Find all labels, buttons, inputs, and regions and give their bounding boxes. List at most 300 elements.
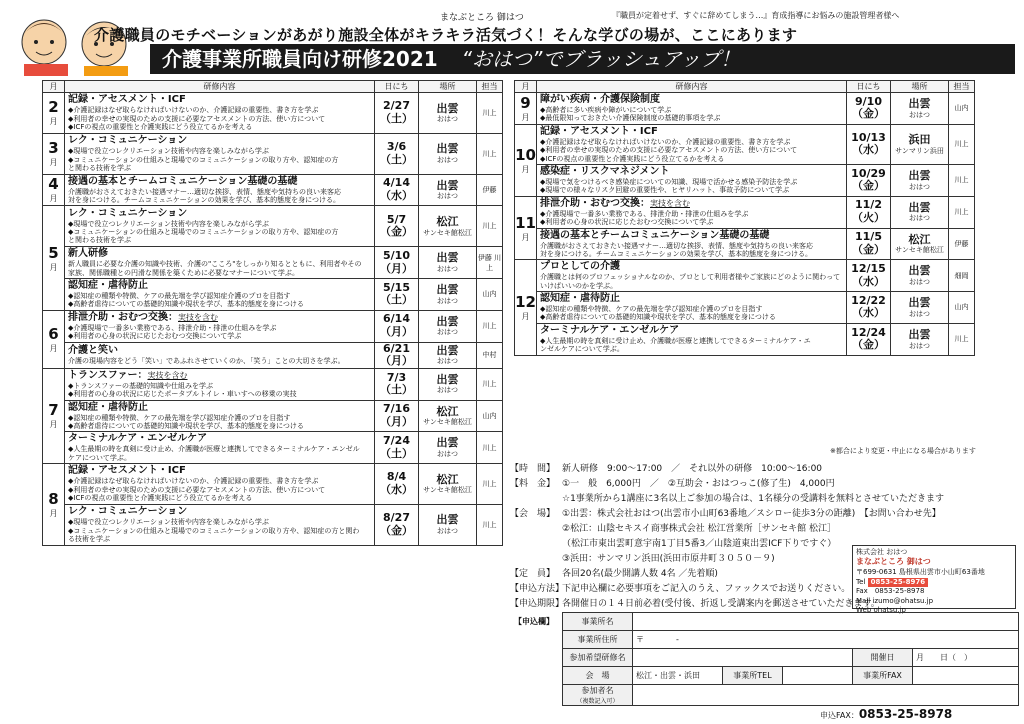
course-desc-line: ◆ICFの視点の重要性と介護実践にどう役立てるかを考える: [68, 494, 253, 503]
place-cell: [419, 342, 477, 368]
date-cell: [847, 196, 891, 228]
date-cell: [375, 206, 419, 247]
course-title-text: 認知症・虐待防止: [68, 279, 148, 291]
course-title: [540, 166, 843, 178]
place-cell: [419, 93, 477, 134]
place-city: 出雲: [436, 283, 459, 296]
col-content: 研修内容: [65, 81, 375, 93]
place-city: 浜田: [908, 133, 931, 147]
table-row: [43, 93, 503, 134]
course-content: [537, 323, 847, 355]
month-unit: 月: [49, 194, 58, 204]
date-cell: [375, 174, 419, 206]
course-title: [540, 126, 843, 138]
place-city: 出雲: [908, 296, 931, 310]
course-content: [65, 464, 375, 505]
venue-label: 会 場: [563, 667, 633, 685]
month-cell: [43, 133, 65, 174]
course-desc-line: ◆人生最期の時を真剣に受け止め、介護職が医療と連携してできるターミナルケア・エ: [540, 336, 811, 345]
staff-cell: 山内: [477, 278, 503, 310]
course-title: [68, 208, 371, 220]
course-date: 5/15: [383, 280, 410, 294]
office-address-label: 事業所住所: [563, 631, 633, 649]
table-row: [43, 247, 503, 279]
course-date: 7/24: [383, 434, 410, 448]
place-cell: [419, 133, 477, 174]
course-desc-line: ◆高齢者虐待についての基礎的知識や現状を学び、基本的態度を身につける: [68, 421, 304, 430]
place-cell: [891, 196, 949, 228]
course-title: [540, 94, 843, 106]
course-desc-line: と関わる技術を学ぶ: [68, 163, 131, 172]
table-header-row: [43, 81, 503, 93]
table-row: [43, 432, 503, 464]
course-title-text: 認知症・虐待防止: [540, 293, 620, 305]
place-city: 出雲: [436, 251, 459, 265]
place-city: 出雲: [908, 327, 931, 341]
course-title-text: 接遇の基本とチームコミュニケーション基礎の基礎: [540, 229, 770, 241]
contact-name: まなぶところ 御はつ: [856, 557, 931, 567]
info-row: [510, 522, 1018, 537]
staff-cell: 川上: [477, 432, 503, 464]
course-content: [65, 504, 375, 545]
course-title: [540, 293, 843, 305]
course-weekday: （土）: [380, 293, 413, 307]
course-title: [540, 198, 843, 210]
place-venue: サンセキ館松江: [423, 228, 472, 237]
place-cell: [419, 432, 477, 464]
course-content: [65, 93, 375, 134]
col-content: 研修内容: [537, 81, 847, 93]
staff-cell: 川上: [477, 368, 503, 400]
staff-cell: 山内: [477, 400, 503, 432]
place-venue: おはつ: [909, 341, 930, 350]
date-cell: [375, 342, 419, 368]
course-desc-line: 介護の現場内容をどう「笑い」であふれさせていくのか、「笑う」ことの大切さを学ぶ。: [68, 356, 345, 365]
place-venue: サンセキ館松江: [895, 246, 944, 255]
course-weekday: （月）: [380, 414, 413, 428]
col-place: 場所: [891, 81, 949, 93]
info-value: 新人研修 9:00～17:00 ／ それ以外の研修 10:00～16:00: [562, 464, 823, 474]
course-desc-line: 家族、関係職種との円滑な関係を築くために必要なマナーについて学ぶ。: [68, 268, 299, 277]
participant-label-sub: （複数記入可）: [576, 698, 619, 705]
month-cell: [515, 93, 537, 125]
date-cell: [847, 260, 891, 292]
course-desc-line: ◆現場で役立つレクリエーション技術や内容を楽しみながら学ぶ: [68, 518, 269, 527]
date-cell: [375, 368, 419, 400]
date-cell: [847, 292, 891, 324]
place-city: 出雲: [436, 178, 459, 192]
course-desc-line: 介護職とは何のプロフェッショナルなのか、プロとして利用者様やご家族にどのように関わって: [540, 273, 841, 282]
course-content: [65, 342, 375, 368]
course-desc-line: ◆利用者の幸せの実現のための支援に必要なアセスメントの方法、使い方について: [68, 485, 326, 494]
staff-cell: 川上: [477, 504, 503, 545]
course-label: 参加希望研修名: [563, 649, 633, 667]
month-unit: 月: [521, 232, 530, 242]
course-weekday: （土）: [380, 152, 413, 166]
brand-name: まなぶところ 御はつ: [440, 13, 524, 23]
place-cell: [891, 124, 949, 164]
course-title-text: トランスファー：: [68, 369, 148, 381]
info-label: [510, 492, 562, 507]
course-title: [68, 312, 371, 324]
application-form: [510, 612, 1018, 704]
office-tel-field[interactable]: [783, 667, 853, 685]
course-weekday: （金）: [852, 338, 885, 352]
contact-fax: Fax 0853-25-8978: [856, 587, 925, 596]
course-desc-line: ◆介護記録はなぜ取らなければいけないのか、介護記録の重要性、書き方を学ぶ: [68, 106, 319, 115]
place-venue: おはつ: [909, 309, 930, 318]
course-desc-line: ◆介護現場で一番多い業務である、排泄介助・排泄の仕組みを学ぶ: [540, 209, 749, 218]
date-cell: [375, 247, 419, 279]
course-title-text: 新人研修: [68, 248, 108, 260]
course-weekday: （土）: [380, 383, 413, 397]
place-city: 出雲: [436, 314, 459, 328]
held-date-label: 開催日: [853, 649, 913, 667]
course-title: [540, 325, 843, 337]
place-venue: おはつ: [909, 277, 930, 286]
course-weekday: （水）: [380, 188, 413, 202]
course-title: [68, 370, 371, 382]
place-city: 出雲: [436, 436, 459, 450]
table-row: [43, 400, 503, 432]
month-unit: 月: [49, 117, 58, 127]
course-title-text: ターミナルケア・エンゼルケア: [540, 324, 680, 336]
place-city: 出雲: [436, 142, 459, 156]
course-desc-line: ◆ICFの視点の重要性と介護実践にどう役立てるかを考える: [540, 154, 725, 163]
table-row: [43, 133, 503, 174]
date-cell: [375, 504, 419, 545]
date-cell: [375, 400, 419, 432]
course-desc-line: 新人職員に必要な介護の知識や技術、介護の"こころ"をしっかり知るとともに、利用者やその: [68, 260, 362, 269]
course-date: 12/15: [851, 262, 886, 276]
contact-company: 株式会社 おはつ: [856, 548, 908, 556]
course-weekday: （金）: [852, 242, 885, 256]
info-label: 【定 員】: [510, 569, 556, 579]
course-title: [68, 135, 371, 147]
course-weekday: （金）: [380, 523, 413, 537]
place-city: 松江: [436, 214, 459, 228]
month-unit: 月: [49, 343, 58, 353]
month-number: 5: [48, 243, 59, 262]
office-address-field[interactable]: 〒 -: [633, 631, 1019, 649]
office-name-label: 事業所名: [563, 613, 633, 631]
course-date: 7/16: [383, 402, 410, 416]
info-row: [510, 477, 1018, 492]
office-tel-label: 事業所TEL: [723, 667, 783, 685]
month-unit: 月: [49, 508, 58, 518]
month-number: 8: [48, 489, 59, 508]
date-cell: [375, 310, 419, 342]
course-title: [540, 261, 843, 273]
staff-cell: 川上: [477, 93, 503, 134]
course-desc-line: ケアについて学ぶ。: [68, 453, 131, 462]
place-city: 出雲: [436, 101, 459, 115]
table-row: [43, 504, 503, 545]
course-title-text: 記録・アセスメント・ICF: [68, 94, 186, 106]
month-unit: 月: [521, 164, 530, 174]
course-desc-line: ◆コミュニケーションの仕組みと現場でのコミュニケーションの取り方や、認知症の方と関わ: [68, 526, 360, 535]
course-content: [65, 278, 375, 310]
col-place: 場所: [419, 81, 477, 93]
course-desc-line: ◆最低限知っておきたい介護保険制度の基礎的事項を学ぶ: [540, 114, 721, 123]
date-cell: [847, 228, 891, 260]
month-unit: 月: [521, 112, 530, 122]
course-title: [68, 433, 371, 445]
staff-cell: 山内: [949, 292, 975, 324]
contact-tel[interactable]: 0853-25-8976: [868, 578, 929, 587]
place-venue: サンセキ館松江: [423, 486, 472, 495]
table-row: [515, 292, 975, 324]
place-city: 出雲: [908, 200, 931, 214]
place-venue: おはつ: [909, 214, 930, 223]
staff-cell: 川上: [477, 133, 503, 174]
place-city: 出雲: [908, 264, 931, 278]
page-subtitle: “おはつ”でブラッシュアップ！: [461, 47, 741, 71]
col-staff: 担当: [477, 81, 503, 93]
course-desc-line: ◆高齢者虐待についての基礎的知識や現状を学び、基本的態度を身につける: [68, 300, 304, 309]
month-cell: [43, 174, 65, 206]
course-title-text: レク・コミュニケーション: [68, 135, 188, 147]
course-desc-line: ◆高齢者に多い疾病や障がいについて学ぶ: [540, 106, 672, 114]
course-desc-line: ◆介護記録はなぜ取らなければいけないのか、介護記録の重要性、書き方を学ぶ: [540, 137, 791, 146]
course-desc-line: ◆高齢者虐待についての基礎的知識や現状を学び、基本的態度を身につける: [540, 313, 776, 322]
schedule-table-right: [514, 80, 975, 356]
course-desc-line: ンゼルケアについて学ぶ。: [540, 345, 624, 354]
course-title-text: 認知症・虐待防止: [68, 401, 148, 413]
info-label: 【申込期限】: [510, 599, 565, 609]
course-desc-line: ◆利用者の心身の状況に応じたおむつ交換について学ぶ: [68, 332, 242, 341]
course-desc-line: ◆トランスファーの基礎的知識や仕組みを学ぶ: [68, 381, 214, 390]
staff-cell: 川上: [949, 124, 975, 164]
course-date: 10/13: [851, 130, 886, 144]
staff-cell: 川上: [949, 196, 975, 228]
course-weekday: （金）: [852, 179, 885, 193]
course-desc-line: 介護職がおさえておきたい接遇マナー…適切な挨拶、表情、態度や気持ちの良い来客応: [540, 241, 813, 250]
table-row: [515, 164, 975, 196]
office-fax-label: 事業所FAX: [853, 667, 913, 685]
course-title-text: 記録・アセスメント・ICF: [540, 125, 658, 137]
fax-number[interactable]: 0853-25-8978: [858, 707, 953, 721]
course-date: 8/4: [386, 470, 407, 484]
venue-field[interactable]: 松江・出雲・浜田: [633, 667, 723, 685]
table-row: [515, 124, 975, 164]
course-weekday: （土）: [380, 446, 413, 460]
info-value: ②松江：山陰セキスイ商事株式会社 松江営業所［サンセキ館 松江］: [562, 524, 836, 534]
table-row: [515, 323, 975, 355]
date-cell: [375, 133, 419, 174]
course-date: 12/24: [851, 325, 886, 339]
course-weekday: （水）: [380, 483, 413, 497]
course-title: [540, 230, 843, 242]
course-title-note: 実技を含む: [147, 370, 188, 380]
office-name-field[interactable]: [633, 613, 1019, 631]
info-label: 【申込方法】: [510, 584, 565, 594]
staff-cell: 伊藤: [477, 174, 503, 206]
info-value: ①出雲：株式会社おはつ(出雲市小山町63番地／スシロー徒歩3分の距離) 【お問い合わせ先】: [562, 509, 941, 519]
info-label: 【会 場】: [510, 509, 556, 519]
schedule-note: ※都合により変更・中止になる場合があります: [830, 447, 976, 455]
place-city: 出雲: [436, 372, 459, 386]
course-desc-line: 対を身につける。チームコミュニケーションの効果を学び、基本的態度を身につける。: [68, 195, 341, 204]
course-date: 2/27: [383, 99, 410, 113]
place-cell: [419, 206, 477, 247]
month-number: 11: [515, 213, 536, 232]
course-title-text: レク・コミュニケーション: [68, 207, 188, 219]
page-title: 介護事業所職員向け研修2021: [162, 47, 438, 71]
place-venue: おはつ: [909, 182, 930, 191]
course-weekday: （月）: [380, 261, 413, 275]
table-row: [43, 206, 503, 247]
month-cell: [43, 368, 65, 463]
place-venue: サンマリン浜田: [895, 146, 944, 155]
course-desc-line: ◆現場で気をつけるべき感染症についての知識、現場で活かせる感染予防法を学ぶ: [540, 177, 798, 186]
course-desc-line: ◆コミュニケーションの仕組みと現場でのコミュニケーションの取り方や、認知症の方: [68, 228, 339, 237]
course-date: 11/5: [855, 230, 882, 244]
table-row: [515, 93, 975, 125]
place-venue: おはつ: [437, 386, 458, 395]
tel-label: Tel: [856, 577, 866, 586]
form-label: 【申込欄】: [514, 617, 554, 626]
month-cell: [43, 93, 65, 134]
place-cell: [891, 292, 949, 324]
col-date: 日にち: [847, 81, 891, 93]
place-venue: おはつ: [909, 110, 930, 119]
contact-mail[interactable]: Mail izumo@ohatsu.jp: [856, 596, 934, 605]
course-title: [68, 280, 371, 292]
place-cell: [419, 400, 477, 432]
course-desc-line: ◆コミュニケーションの仕組みと現場でのコミュニケーションの取り方や、認知症の方: [68, 155, 339, 164]
staff-cell: 川上: [477, 310, 503, 342]
place-cell: [891, 93, 949, 125]
place-cell: [419, 310, 477, 342]
course-desc-line: る技術を学ぶ: [68, 535, 110, 544]
place-cell: [891, 164, 949, 196]
course-date: 4/14: [383, 176, 410, 190]
month-unit: 月: [49, 262, 58, 272]
fax-label: 申込FAX：: [820, 711, 859, 720]
month-unit: 月: [521, 311, 530, 321]
course-content: [65, 368, 375, 400]
course-date: 5/7: [386, 212, 407, 226]
course-date: 8/27: [383, 511, 410, 525]
course-desc-line: ◆現場で役立つレクリエーション技術や内容を楽しみながら学ぶ: [68, 219, 269, 228]
course-title-text: 障がい疾病・介護保険制度: [540, 94, 660, 105]
place-cell: [419, 504, 477, 545]
course-weekday: （月）: [380, 354, 413, 368]
course-title-note: 実技を含む: [178, 312, 218, 322]
course-content: [537, 196, 847, 228]
place-cell: [891, 323, 949, 355]
place-cell: [419, 278, 477, 310]
date-cell: [847, 93, 891, 125]
table-row: [515, 228, 975, 260]
info-row: [510, 507, 1018, 522]
place-cell: [891, 260, 949, 292]
month-unit: 月: [49, 158, 58, 168]
month-number: 2: [48, 98, 59, 117]
course-date: 11/2: [855, 198, 882, 212]
place-venue: おはつ: [437, 264, 458, 273]
course-title-text: 介護と笑い: [68, 344, 118, 356]
month-number: 3: [48, 139, 59, 158]
course-title: [68, 345, 371, 357]
held-date-field[interactable]: 月 日（ ）: [913, 649, 1019, 667]
info-label: 【料 金】: [510, 479, 556, 489]
course-content: [65, 133, 375, 174]
course-title-text: 感染症・リスクマネジメント: [540, 165, 670, 177]
course-date: 6/14: [383, 312, 410, 326]
place-cell: [419, 247, 477, 279]
table-row: [515, 260, 975, 292]
place-venue: サンセキ館松江: [423, 418, 472, 427]
course-title-text: ターミナルケア・エンゼルケア: [68, 433, 208, 445]
course-desc-line: いけばいいのかを学ぶ。: [540, 281, 618, 290]
course-desc-line: ◆認知症の種類や特徴、ケアの最先端を学び認知症介護のプロを目指す: [540, 305, 763, 314]
date-cell: [375, 432, 419, 464]
table-header-row: [515, 81, 975, 93]
fax-line: [820, 707, 952, 721]
month-cell: [515, 260, 537, 355]
info-value: ③浜田：サンマリン浜田(浜田市原井町３０５０－９): [562, 554, 775, 564]
course-date: 5/10: [383, 248, 410, 262]
course-title-text: 排泄介助・おむつ交換：: [540, 197, 650, 209]
course-weekday: （土）: [380, 111, 413, 125]
place-city: 出雲: [436, 513, 459, 527]
course-desc-line: ◆利用者の心身の状況に応じたおむつ交換について学ぶ: [540, 218, 714, 227]
contact-web[interactable]: Web ohatsu.jp: [856, 605, 906, 614]
participant-label: [563, 685, 633, 706]
course-title-text: プロとしての介護: [540, 261, 620, 273]
course-content: [537, 124, 847, 164]
date-cell: [847, 124, 891, 164]
month-cell: [43, 464, 65, 546]
course-content: [65, 432, 375, 464]
place-venue: おはつ: [437, 192, 458, 201]
month-number: 10: [515, 145, 536, 164]
course-desc-line: ◆介護記録はなぜ取らなければいけないのか、介護記録の重要性、書き方を学ぶ: [68, 477, 319, 486]
course-content: [65, 247, 375, 279]
course-title-text: 接遇の基本とチームコミュニケーション基礎の基礎: [68, 175, 298, 187]
course-title-note: 実技を含む: [650, 198, 690, 208]
place-venue: おはつ: [437, 527, 458, 536]
course-title: [68, 402, 371, 414]
col-month: 月: [515, 81, 537, 93]
month-number: 9: [520, 93, 531, 112]
col-date: 日にち: [375, 81, 419, 93]
date-cell: [847, 164, 891, 196]
course-content: [537, 228, 847, 260]
course-date: 7/3: [386, 370, 407, 384]
place-venue: おはつ: [437, 115, 458, 124]
office-fax-field[interactable]: [913, 667, 1019, 685]
course-desc-line: 対を身につける。チームコミュニケーションの効果を学び、基本的態度を身につける。: [540, 249, 813, 258]
course-desc-line: ◆利用者の心身の状況に応じたポータブルトイレ・車いすへの移乗の実技: [68, 390, 297, 399]
table-row: [43, 342, 503, 368]
place-venue: おはつ: [437, 296, 458, 305]
title-banner: [150, 44, 1015, 74]
staff-cell: 山内: [949, 93, 975, 125]
info-label: [510, 552, 562, 567]
course-title: [68, 506, 371, 518]
col-month: 月: [43, 81, 65, 93]
participant-field[interactable]: [633, 685, 1019, 706]
schedule-table-left: [42, 80, 503, 546]
course-desc-line: ◆利用者の幸せの実現のための支援に必要なアセスメントの方法、使い方について: [68, 114, 326, 123]
course-desc-line: ◆介護現場で一番多い業務である、排泄介助・排泄の仕組みを学ぶ: [68, 323, 277, 332]
course-desc-line: と関わる技術を学ぶ: [68, 236, 131, 245]
course-content: [537, 260, 847, 292]
course-field[interactable]: [633, 649, 853, 667]
